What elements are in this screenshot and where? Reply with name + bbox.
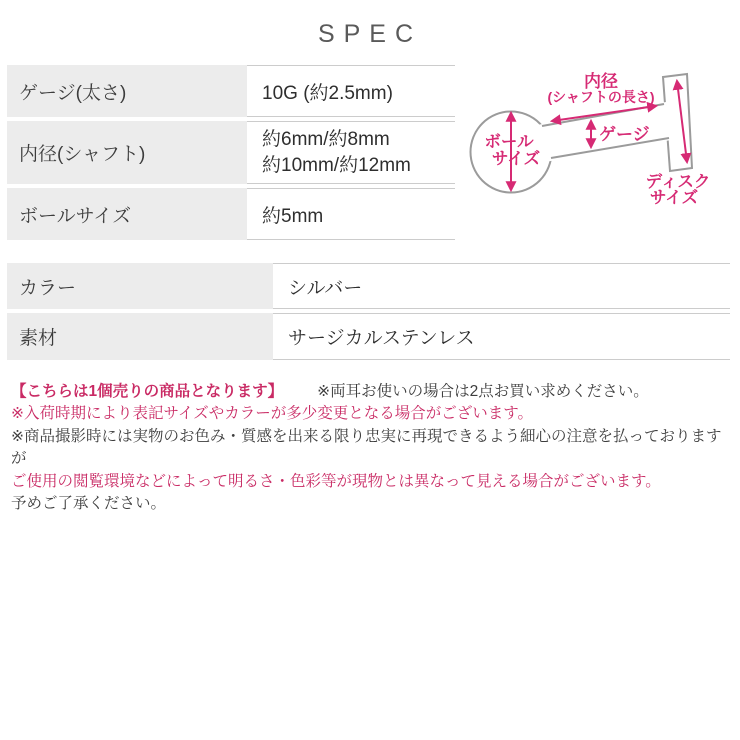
ball-size-label-line2: サイズ: [491, 150, 541, 168]
detail-label-material: 素材: [7, 313, 273, 360]
notes-block: [11, 381, 733, 515]
note-photo-line1: ※商品撮影時には実物のお色み・質感を出来る限り忠実に再現できるよう細心の注意を払っておりますが: [11, 427, 722, 468]
spec-value-shaft-line2: 約10mm/約12mm: [262, 154, 411, 176]
detail-table: [7, 263, 730, 364]
table-row: [7, 263, 730, 309]
note-single-item: [11, 381, 733, 403]
table-row: [7, 65, 455, 117]
page-title: SPEC: [317, 20, 423, 48]
detail-label-color: カラー: [7, 263, 273, 309]
spec-value-ball: 約5mm: [247, 188, 455, 240]
note-photo-line3: 予めご了承ください。: [11, 495, 167, 513]
note-single-item-rest: ※両耳お使いの場合は2点お買い求めください。: [317, 383, 649, 400]
note-size-change: ※入荷時期により表記サイズやカラーが多少変更となる場合がございます。: [11, 405, 534, 423]
inner-diameter-label: 内径: [584, 72, 618, 91]
spec-label-gauge: ゲージ(太さ): [7, 65, 247, 117]
disc-size-label-line2: サイズ: [649, 189, 699, 207]
detail-value-material: サージカルステンレス: [273, 313, 730, 360]
table-row: [7, 313, 730, 360]
spec-value-gauge: 10G (約2.5mm): [247, 65, 455, 117]
table-row: [7, 121, 455, 184]
disc-size-label-line1: ディスク: [645, 173, 711, 191]
spec-table: [7, 65, 455, 244]
measurement-diagram: [440, 50, 740, 220]
spec-value-shaft: [247, 121, 455, 184]
note-single-item-highlight: 【こちらは1個売りの商品となります】: [11, 383, 284, 400]
spec-value-shaft-line1: 約6mm/約8mm: [262, 128, 390, 150]
table-row: [7, 188, 455, 240]
spec-label-shaft: 内径(シャフト): [7, 121, 247, 184]
inner-diameter-sublabel: (シャフトの長さ): [547, 89, 655, 105]
gauge-label: ゲージ: [599, 125, 650, 144]
ball-size-label-line1: ボール: [484, 133, 534, 151]
spec-label-ball: ボールサイズ: [7, 188, 247, 240]
note-photo-line2: ご使用の閲覧環境などによって明るさ・色彩等が現物とは異なって見える場合がございます。: [11, 472, 661, 490]
detail-value-color: シルバー: [273, 263, 730, 309]
